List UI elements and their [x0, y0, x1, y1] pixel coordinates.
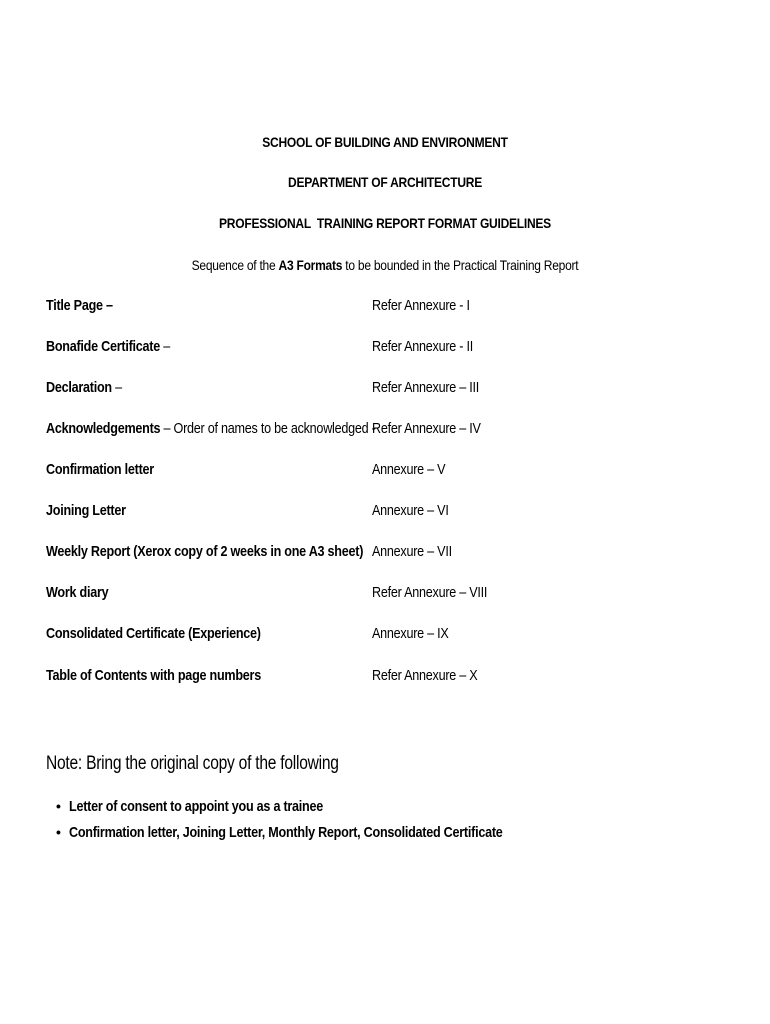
item-annexure-reference: Refer Annexure – III: [372, 379, 480, 396]
item-label: [46, 667, 261, 684]
document-title: PROFESSIONAL TRAINING REPORT FORMAT GUIDELINES: [219, 215, 551, 231]
item-annexure-reference: Refer Annexure – IV: [372, 420, 481, 437]
item-label-bold: Joining Letter: [46, 502, 126, 519]
note-heading: Note: Bring the original copy of the following: [46, 753, 339, 774]
bullet-text: Confirmation letter, Joining Letter, Monthly Report, Consolidated Certificate: [69, 824, 503, 841]
format-item-acknowledgements: [0, 420, 770, 442]
format-item-weekly-report: [0, 543, 770, 565]
item-annexure-reference: Annexure – IX: [372, 625, 449, 642]
item-label-bold: Table of Contents with page numbers: [46, 667, 261, 684]
format-item-title-page: [0, 297, 770, 319]
item-annexure-reference: Annexure – V: [372, 461, 446, 478]
item-label-bold: Title Page –: [46, 297, 113, 314]
item-label: [46, 502, 126, 519]
item-label: [46, 543, 363, 560]
item-label-bold: Consolidated Certificate (Experience): [46, 625, 261, 642]
item-label-bold: Declaration: [46, 379, 112, 396]
format-item-work-diary: [0, 584, 770, 606]
item-label: [46, 297, 113, 314]
item-label: [46, 338, 170, 355]
item-annexure-reference: Refer Annexure - I: [372, 297, 470, 314]
sequence-prefix: Sequence of the: [191, 257, 279, 273]
format-item-consolidated-certificate: [0, 625, 770, 647]
item-label-rest: – Order of names to be acknowledged -: [160, 420, 376, 437]
school-heading: SCHOOL OF BUILDING AND ENVIRONMENT: [262, 134, 508, 150]
item-label-bold: Work diary: [46, 584, 109, 601]
format-item-confirmation-letter: [0, 461, 770, 483]
item-annexure-reference: Refer Annexure – VIII: [372, 584, 488, 601]
item-label-bold: Confirmation letter: [46, 461, 154, 478]
format-item-bonafide-certificate: [0, 338, 770, 360]
item-label: [46, 584, 108, 601]
item-label-rest: –: [159, 338, 171, 355]
bullet-icon: •: [56, 798, 61, 814]
item-annexure-reference: Annexure – VI: [372, 502, 449, 519]
item-label-bold: Acknowledgements: [46, 420, 161, 437]
item-label: [46, 461, 154, 478]
item-label: [46, 625, 261, 642]
format-item-table-of-contents: [0, 667, 770, 689]
sequence-suffix: to be bounded in the Practical Training Report: [342, 257, 579, 273]
item-label-rest: –: [111, 379, 122, 396]
bullet-icon: •: [56, 824, 61, 840]
department-heading: DEPARTMENT OF ARCHITECTURE: [288, 174, 482, 190]
bullet-text: Letter of consent to appoint you as a trainee: [69, 798, 324, 815]
item-annexure-reference: Refer Annexure – X: [372, 667, 478, 684]
sequence-instruction: [54, 257, 716, 273]
item-label: [46, 379, 122, 396]
item-annexure-reference: Refer Annexure - II: [372, 338, 473, 355]
item-label-bold: Weekly Report (Xerox copy of 2 weeks in one A3 sheet): [46, 543, 364, 560]
list-item: [56, 798, 585, 824]
item-label: [46, 420, 376, 437]
item-annexure-reference: Annexure – VII: [372, 543, 452, 560]
sequence-emphasis: A3 Formats: [278, 257, 343, 273]
format-item-declaration: [0, 379, 770, 401]
list-item: [56, 824, 585, 850]
originals-bullet-list: [56, 798, 585, 850]
item-label-bold: Bonafide Certificate: [46, 338, 160, 355]
format-item-joining-letter: [0, 502, 770, 524]
